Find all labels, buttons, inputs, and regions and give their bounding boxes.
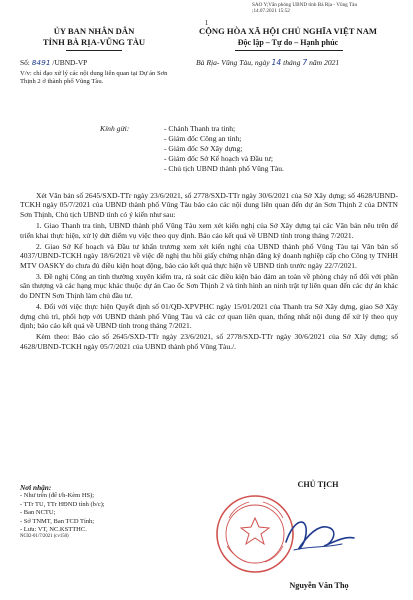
recipient-item: - Chủ tịch UBND thành phố Vũng Tàu. (164, 164, 284, 173)
nation-line1: CỘNG HÒA XÃ HỘI CHỦ NGHĨA VIỆT NAM (198, 26, 378, 36)
copy-stamp (252, 2, 407, 15)
doc-no-number: 8491 (31, 58, 51, 67)
signer-name: Nguyễn Văn Thọ (289, 581, 349, 590)
handwritten-signature (272, 498, 362, 570)
distribution-item: - Sở TNMT, Ban TCD Tỉnh; (20, 517, 95, 525)
org-line2: TỈNH BÀ RỊA-VŨNG TÀU (42, 37, 146, 47)
document-body (20, 191, 398, 353)
date-month: 7 (302, 58, 308, 67)
distribution-item: - Lưu: VT, NC.KSTTHC. (20, 526, 87, 534)
body-paragraph: 2. Giao Sở Kế hoạch và Đầu tư khẩn trương xem xét kiến nghị của UBND thành phố Vũng Tàu tại Văn bản số 4037/UBND-TCKH ngày 18/6/2021 về việc đề nghị thu hồi giấy chứng nhận đăng ký doanh nghiệp cấp cho Công ty TNHH MTV OASKY do chưa đủ điều kiện hoạt động, báo cáo kết quả thực hiện về UBND tỉnh trước ngày 22/7/2021. (20, 241, 398, 270)
distribution-title: Nơi nhận: (20, 483, 52, 492)
recipient-item: - Giám đốc Sở Xây dựng; (164, 144, 243, 153)
date-year: năm 2021 (309, 58, 340, 67)
recipients-label: Kính gửi: (100, 124, 130, 133)
distribution-item: - Như trên (để t/h-Kèm HS); (20, 492, 95, 500)
recipient-item: - Giám đốc Sở Kế hoạch và Đầu tư; (164, 154, 273, 163)
issuing-organization (20, 26, 168, 48)
distribution-item: - Ban NCTU; (20, 509, 56, 517)
nation-underline (235, 50, 343, 51)
distribution-list (20, 484, 180, 540)
date-line (196, 58, 406, 67)
date-month-label: tháng (283, 58, 301, 67)
signer-title: CHỦ TỊCH (297, 480, 339, 489)
recipient-item: - Chánh Thanh tra tỉnh; (164, 124, 236, 133)
body-paragraph: 1. Giao Thanh tra tỉnh, UBND thành phố Vũng Tàu xem xét kiến nghị của Sở Xây dựng tại các Văn bản nêu trên để triển khai thực hiện, xử lý dứt điểm vụ việc theo quy định. Báo cáo kết quả về UBND tỉnh trong tháng 7/2021. (20, 221, 398, 240)
body-paragraph: Kèm theo: Báo cáo số 2645/SXD-TTr ngày 23/6/2021, số 2778/SXD-TTr ngày 30/6/2021 của Sở Xây dựng; số 4628/UBND-TCKH ngày 05/7/2021 của UBND thành phố Vũng Tàu./. (20, 332, 398, 351)
national-title (172, 26, 404, 48)
doc-no-label: Số: (20, 58, 30, 67)
body-paragraph: 3. Đề nghị Công an tỉnh thường xuyên kiểm tra, rà soát các điều kiện bảo đảm an toàn về phòng cháy nổ đối với phần sân thượng và các hạng mục khác thuộc dự án Cao ốc Sơn Thịnh 2 và tình hình an ninh trật tự liên quan đến các dự án khác do DNTN Sơn Thịnh làm chủ đầu tư. (20, 272, 398, 300)
nation-motto: Độc lập – Tự do – Hạnh phúc (237, 38, 339, 47)
page-number: 1 (204, 19, 209, 27)
document-subject: V/v: chỉ đạo xử lý các nội dung liên quan tại Dự án Sơn Thịnh 2 ở thành phố Vũng Tàu. (20, 70, 168, 86)
distribution-item: - TTr TU, TTr HĐND tỉnh (b/c); (20, 500, 105, 508)
file-code: NC02-01/7/2021 (cv150) (20, 534, 69, 540)
copy-stamp-line1: SAO Y;Văn phòng UBND tỉnh Bà Rịa - Vũng Tàu (252, 2, 358, 8)
body-paragraph: 4. Đối với việc thực hiện Quyết định số 01/QĐ-XPVPHC ngày 15/01/2021 của Thanh tra Sở Xây dựng, giao Sở Xây dựng chủ trì, phối hợp với UBND thành phố Vũng Tàu và các cơ quan liên quan, thống nhất nội dung để xử lý theo quy định; báo cáo kết quả về UBND tỉnh trong tháng 7/2021. (20, 302, 398, 331)
doc-no-suffix: /UBND-VP (52, 58, 88, 67)
body-paragraph: Xét Văn bản số 2645/SXD-TTr ngày 23/6/2021, số 2778/SXD-TTr ngày 30/6/2021 của Sở Xây dựng; số 4628/UBND-TCKH ngày 05/7/2021 của UBND thành phố Vũng Tàu báo cáo các nội dung liên quan đến dự án Sơn Thịnh 2 của DNTN Sơn Thịnh, Chủ tịch UBND tỉnh có ý kiến như sau: (20, 191, 398, 219)
date-day: 14 (271, 58, 282, 67)
recipient-item: - Giám đốc Công an tỉnh; (164, 134, 242, 143)
org-line1: ỦY BAN NHÂN DÂN (53, 26, 135, 36)
org-underline (66, 50, 122, 51)
date-prefix: Bà Rịa- Vũng Tàu, ngày (196, 58, 270, 67)
document-number (20, 58, 170, 67)
recipients-list (164, 124, 404, 174)
copy-stamp-line2: ;14.07.2021 15:52 (252, 8, 290, 15)
